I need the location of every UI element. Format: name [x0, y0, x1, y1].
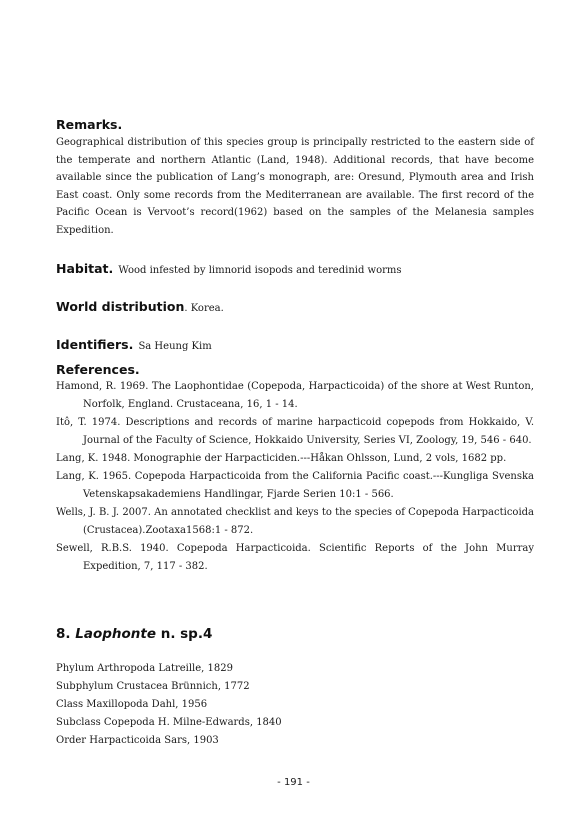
references-heading: References. [56, 362, 140, 377]
taxonomy-item: Order Harpacticoida Sars, 1903 [56, 735, 219, 746]
species-number: 8. [56, 626, 71, 642]
reference-item: Wells, J. B. J. 2007. An annotated checklist and keys to the species of Copepoda Harpacticoida (Crustacea).Zootaxa1568:1 - 872. [56, 507, 534, 536]
species-title [56, 626, 212, 642]
world-distribution-label: World distribution [56, 299, 185, 314]
identifiers-section [56, 334, 212, 353]
world-distribution-text: . Korea. [184, 303, 224, 314]
taxonomy-item: Subclass Copepoda H. Milne-Edwards, 1840 [56, 717, 282, 728]
page-number: - 191 - [277, 777, 310, 788]
habitat-label: Habitat. [56, 261, 114, 276]
world-distribution-section [56, 296, 224, 315]
taxonomy-list [56, 660, 282, 750]
habitat-section [56, 258, 402, 277]
habitat-text: Wood infested by limnorid isopods and teredinid worms [118, 265, 402, 276]
identifiers-text: Sa Heung Kim [138, 341, 212, 352]
species-suffix: n. sp.4 [160, 626, 213, 642]
remarks-paragraph: Geographical distribution of this species group is principally restricted to the eastern side of the temperate and northern Atlantic (Land, 1948). Additional records, that have become available since the publication of Lang’s monograph, are: Oresund, Plymouth area and Irish East coast. Only some records from the Mediterranean are available. The first record of the Pacific Ocean is Vervoot’s record(1962) based on the samples of the Melanesia samples Expedition. [56, 137, 534, 236]
remarks-heading: Remarks. [56, 117, 123, 132]
taxonomy-item: Subphylum Crustacea Brünnich, 1772 [56, 681, 250, 692]
species-genus: Laophonte [75, 626, 156, 642]
identifiers-label: Identifiers. [56, 337, 134, 352]
references-list [56, 378, 534, 576]
reference-item: Itô, T. 1974. Descriptions and records of marine harpacticoid copepods from Hokkaido, V. Journal of the Faculty of Science, Hokkaido University, Series VI, Zoology, 19, 546 - 640. [56, 417, 534, 446]
taxonomy-item: Class Maxillopoda Dahl, 1956 [56, 699, 208, 710]
reference-item: Sewell, R.B.S. 1940. Copepoda Harpacticoida. Scientific Reports of the John Murray Expedition, 7, 117 - 382. [56, 543, 534, 572]
taxonomy-item: Phylum Arthropoda Latreille, 1829 [56, 663, 233, 674]
reference-item: Lang, K. 1948. Monographie der Harpacticiden.---Håkan Ohlsson, Lund, 2 vols, 1682 pp. [56, 453, 507, 464]
reference-item: Hamond, R. 1969. The Laophontidae (Copepoda, Harpacticoida) of the shore at West Runton, Norfolk, England. Crustaceana, 16, 1 - 14. [56, 381, 534, 410]
reference-item: Lang, K. 1965. Copepoda Harpacticoida from the California Pacific coast.---Kungliga Svenska Vetenskapsakademiens Handlingar, Fjarde Serien 10:1 - 566. [56, 471, 534, 500]
